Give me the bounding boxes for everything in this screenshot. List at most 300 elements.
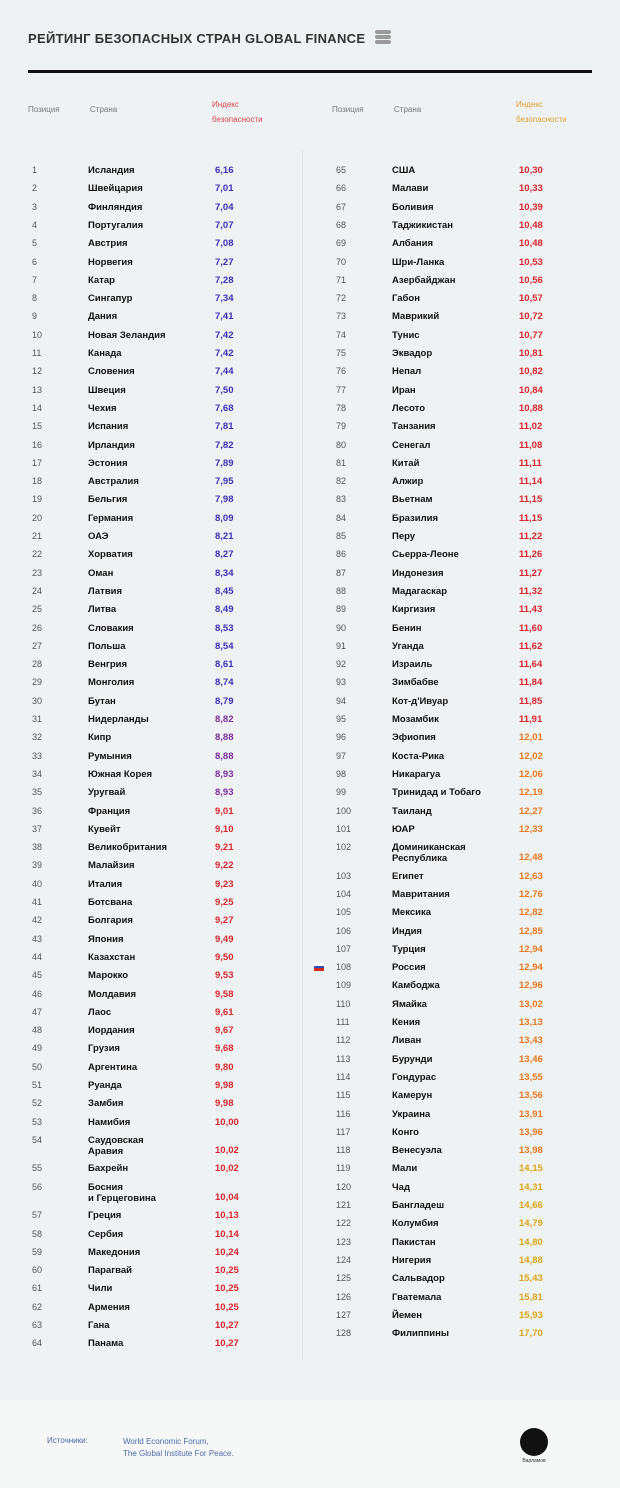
- rank-position: 53: [32, 1116, 43, 1127]
- rank-position: 17: [32, 457, 43, 468]
- index-header: [212, 97, 263, 127]
- safety-index-value: 11,02: [519, 421, 543, 433]
- rank-position: 102: [336, 842, 352, 853]
- safety-index-value: 8,49: [215, 604, 234, 616]
- rank-position: 43: [32, 933, 43, 944]
- rank-position: 52: [32, 1098, 43, 1109]
- country-name: Китай: [392, 457, 420, 469]
- rank-position: 54: [32, 1134, 43, 1145]
- rank-position: 10: [32, 329, 43, 340]
- safety-index-value: 11,15: [519, 512, 543, 524]
- safety-index-value: 10,24: [215, 1246, 239, 1258]
- rank-position: 114: [336, 1071, 351, 1082]
- rank-position: 23: [32, 567, 43, 578]
- rank-position: 12: [32, 366, 43, 377]
- rank-position: 110: [336, 998, 351, 1009]
- country-name: Перу: [392, 531, 416, 542]
- safety-index-value: 6,16: [215, 165, 234, 176]
- rank-position: 21: [32, 531, 43, 541]
- logo-icon: [520, 1428, 548, 1456]
- safety-index-value: 11,85: [519, 695, 543, 707]
- safety-index-value: 13,02: [519, 998, 543, 1010]
- rank-position: 26: [32, 622, 43, 633]
- safety-index-value: 15,81: [519, 1291, 543, 1303]
- country-name: Новая Зеландия: [88, 329, 166, 341]
- country-name: Зимбабве: [392, 677, 439, 689]
- ranking-column-left: [28, 95, 318, 1350]
- country-name: Саудовская Аравия: [88, 1134, 144, 1157]
- safety-index-value: 7,07: [215, 219, 234, 231]
- rank-position: 117: [336, 1126, 351, 1137]
- safety-index-value: 9,50: [215, 951, 234, 963]
- country-name: Йемен: [392, 1309, 423, 1321]
- country-name: Румыния: [88, 750, 132, 762]
- safety-index-value: 10,81: [519, 348, 543, 359]
- safety-index-value: 7,68: [215, 402, 234, 414]
- rank-position: 121: [336, 1200, 352, 1210]
- rank-position: 15: [32, 421, 43, 432]
- safety-index-value: 11,64: [519, 659, 543, 671]
- header: [28, 30, 592, 46]
- country-name: Монголия: [88, 677, 135, 689]
- rank-position: 22: [32, 549, 43, 560]
- rank-position: 62: [32, 1301, 43, 1312]
- country-name: Польша: [88, 640, 126, 652]
- rank-position: 3: [32, 201, 38, 212]
- safety-index-value: 12,01: [519, 732, 543, 744]
- country-name: Сальвадор: [392, 1273, 445, 1285]
- country-name: Замбия: [88, 1098, 124, 1110]
- country-name: Бангладеш: [392, 1200, 445, 1211]
- country-name: Уганда: [392, 640, 424, 652]
- country-name: Вьетнам: [392, 494, 433, 506]
- rank-position: 67: [336, 201, 347, 212]
- country-name: Сенегал: [392, 439, 431, 451]
- rank-position: 99: [336, 787, 347, 798]
- rank-position: 96: [336, 732, 347, 743]
- country-name: Латвия: [88, 585, 123, 597]
- safety-index-value: 7,98: [215, 494, 234, 506]
- safety-index-value: 8,93: [215, 787, 234, 799]
- country-name: Иран: [392, 384, 416, 396]
- country-name: Нигерия: [392, 1254, 432, 1266]
- rank-position: 70: [336, 256, 347, 267]
- country-header: Страна: [90, 105, 118, 114]
- rank-position: 16: [32, 439, 43, 450]
- country-name: Чили: [88, 1283, 113, 1295]
- country-name: Эфиопия: [392, 732, 436, 744]
- rank-position: 30: [32, 695, 43, 706]
- country-name: Греция: [88, 1210, 122, 1222]
- country-name: Камерун: [392, 1090, 433, 1102]
- safety-index-value: 12,82: [519, 907, 543, 919]
- country-name: Коста-Рика: [392, 750, 445, 762]
- source-line-1: World Economic Forum,: [123, 1437, 209, 1446]
- safety-index-value: 10,02: [215, 1144, 239, 1156]
- rank-position: 61: [32, 1283, 43, 1294]
- rank-position: 116: [336, 1108, 351, 1119]
- country-name: Австралия: [88, 476, 139, 488]
- safety-index-value: 15,43: [519, 1273, 543, 1285]
- safety-index-value: 8,09: [215, 512, 234, 524]
- country-name: Гондурас: [392, 1071, 437, 1083]
- logo-caption: Варламов: [522, 1458, 546, 1464]
- safety-index-value: 9,23: [215, 878, 234, 890]
- safety-index-value: 10,04: [215, 1191, 239, 1203]
- country-name: Габон: [392, 293, 420, 305]
- safety-index-value: 9,01: [215, 805, 234, 817]
- country-name: Нидерланды: [88, 714, 149, 725]
- safety-index-value: 12,19: [519, 787, 543, 799]
- country-name: Киргизия: [392, 604, 436, 616]
- column-header: [332, 95, 620, 155]
- safety-index-value: 15,93: [519, 1309, 543, 1321]
- rank-position: 7: [32, 274, 38, 285]
- safety-index-value: 9,49: [215, 933, 234, 945]
- safety-index-value: 8,61: [215, 659, 234, 671]
- rank-position: 48: [32, 1025, 43, 1036]
- rank-position: 57: [32, 1210, 43, 1221]
- ranking-column-right: [332, 95, 620, 1340]
- safety-index-value: 8,53: [215, 622, 234, 634]
- country-name: Сьерра-Леоне: [392, 549, 459, 561]
- safety-index-value: 12,48: [519, 852, 543, 864]
- country-name: Сербия: [88, 1228, 124, 1240]
- index-header-line2: безопасности: [212, 115, 263, 124]
- country-name: Бахрейн: [88, 1163, 129, 1175]
- safety-index-value: 12,94: [519, 943, 543, 955]
- safety-index-value: 11,26: [519, 549, 543, 561]
- rank-position: 73: [336, 311, 347, 322]
- safety-index-value: 13,55: [519, 1071, 543, 1083]
- country-header: Страна: [394, 105, 422, 114]
- safety-index-value: 9,61: [215, 1006, 234, 1018]
- country-name: Эквадор: [392, 348, 433, 359]
- country-name: Грузия: [88, 1043, 120, 1055]
- country-name: Мали: [392, 1163, 418, 1175]
- country-name: Кипр: [88, 732, 112, 744]
- rank-position: 94: [336, 695, 347, 706]
- country-name: Тунис: [392, 329, 420, 341]
- safety-index-value: 11,43: [519, 604, 543, 616]
- country-name: Панама: [88, 1338, 124, 1350]
- country-name: Бурунди: [392, 1053, 433, 1065]
- rank-position: 31: [32, 714, 43, 724]
- country-name: Канада: [88, 348, 122, 359]
- rank-position: 71: [336, 274, 347, 285]
- safety-index-value: 9,98: [215, 1080, 234, 1091]
- country-name: Франция: [88, 805, 131, 817]
- rank-position: 119: [336, 1163, 351, 1174]
- rank-position: 28: [32, 659, 43, 670]
- rank-position: 59: [32, 1246, 43, 1257]
- sources-text: [123, 1436, 234, 1460]
- country-name: Бразилия: [392, 512, 439, 524]
- safety-index-value: 7,42: [215, 329, 234, 341]
- country-name: Мозамбик: [392, 714, 439, 725]
- country-name: Чехия: [88, 402, 117, 414]
- country-name: Литва: [88, 604, 117, 616]
- country-name: Финляндия: [88, 201, 143, 213]
- country-name: Боливия: [392, 201, 434, 213]
- country-name: Уругвай: [88, 787, 126, 799]
- safety-index-value: 10,48: [519, 238, 543, 250]
- rank-position: 72: [336, 293, 347, 304]
- country-name: Кения: [392, 1017, 421, 1028]
- index-header-line1: Индекс: [516, 100, 543, 109]
- country-name: Мавритания: [392, 888, 450, 900]
- safety-index-value: 9,21: [215, 842, 234, 854]
- country-name: Южная Корея: [88, 768, 153, 780]
- rank-position: 49: [32, 1043, 43, 1054]
- safety-index-value: 13,13: [519, 1017, 543, 1028]
- rank-position: 41: [32, 897, 43, 907]
- rank-position: 34: [32, 768, 43, 779]
- country-name: Чад: [392, 1181, 410, 1193]
- column-header: [28, 95, 318, 155]
- country-name: Венгрия: [88, 659, 128, 671]
- safety-index-value: 8,88: [215, 750, 234, 762]
- country-name: Гана: [88, 1320, 110, 1331]
- country-name: Парагвай: [88, 1265, 132, 1277]
- sources-label: Источники:: [47, 1436, 88, 1445]
- rank-position: 35: [32, 787, 43, 798]
- safety-index-value: 12,33: [519, 823, 543, 835]
- rank-position: 68: [336, 219, 347, 230]
- country-name: Никарагуа: [392, 768, 441, 780]
- safety-index-value: 8,34: [215, 567, 234, 579]
- country-name: Македония: [88, 1246, 141, 1258]
- rank-position: 125: [336, 1273, 352, 1284]
- country-name: Ботсвана: [88, 897, 133, 908]
- safety-index-value: 12,94: [519, 962, 543, 974]
- safety-index-value: 14,31: [519, 1181, 543, 1193]
- rank-position: 47: [32, 1006, 43, 1017]
- column-divider: [302, 150, 303, 1360]
- safety-index-value: 12,63: [519, 870, 543, 882]
- safety-index-value: 11,62: [519, 640, 543, 652]
- country-name: Руанда: [88, 1080, 122, 1091]
- country-name: Албания: [392, 238, 434, 250]
- index-header-line1: Индекс: [212, 100, 239, 109]
- safety-index-value: 12,76: [519, 888, 543, 900]
- rank-position: 112: [336, 1035, 351, 1046]
- country-name: Лаос: [88, 1006, 112, 1018]
- rank-position: 91: [336, 640, 347, 651]
- country-name: США: [392, 165, 416, 176]
- safety-index-value: 7,44: [215, 366, 234, 378]
- country-name: Алжир: [392, 476, 424, 488]
- country-name: Турция: [392, 943, 426, 955]
- rank-position: 66: [336, 183, 347, 194]
- country-name: Бенин: [392, 622, 422, 634]
- country-name: Индонезия: [392, 567, 444, 579]
- rank-position: 122: [336, 1218, 352, 1229]
- source-line-2: The Global Institute For Peace.: [123, 1449, 234, 1458]
- rank-position: 90: [336, 622, 347, 633]
- rank-position: 33: [32, 750, 43, 761]
- rank-position: 85: [336, 531, 347, 541]
- safety-index-value: 10,00: [215, 1116, 239, 1128]
- footer: [0, 1400, 620, 1488]
- safety-index-value: 8,21: [215, 531, 234, 542]
- rank-position: 65: [336, 165, 347, 175]
- safety-index-value: 14,88: [519, 1254, 543, 1266]
- rank-position: 64: [32, 1338, 43, 1349]
- safety-index-value: 10,13: [215, 1210, 239, 1222]
- safety-index-value: 10,25: [215, 1301, 239, 1313]
- safety-index-value: 8,45: [215, 585, 234, 597]
- safety-index-value: 12,96: [519, 980, 543, 992]
- safety-index-value: 7,08: [215, 238, 234, 250]
- safety-index-value: 8,88: [215, 732, 234, 744]
- rank-position: 2: [32, 183, 38, 194]
- safety-index-value: 7,50: [215, 384, 234, 396]
- rank-position: 42: [32, 915, 43, 926]
- rank-position: 56: [32, 1181, 43, 1192]
- country-name: Бельгия: [88, 494, 128, 506]
- rank-position: 120: [336, 1181, 352, 1192]
- safety-index-value: 10,56: [519, 274, 543, 286]
- country-name: Камбоджа: [392, 980, 440, 992]
- safety-index-value: 14,80: [519, 1236, 543, 1248]
- safety-index-value: 11,91: [519, 714, 543, 725]
- safety-index-value: 11,84: [519, 677, 543, 689]
- rank-position: 38: [32, 842, 43, 853]
- rank-position: 29: [32, 677, 43, 688]
- rank-position: 46: [32, 988, 43, 999]
- safety-index-value: 9,58: [215, 988, 234, 1000]
- rank-position: 86: [336, 549, 347, 560]
- country-name: Конго: [392, 1126, 419, 1138]
- safety-index-value: 10,14: [215, 1228, 239, 1240]
- safety-index-value: 7,04: [215, 201, 234, 213]
- country-name: Ирландия: [88, 439, 135, 451]
- country-name: Молдавия: [88, 988, 137, 1000]
- rank-position: 1: [32, 165, 38, 175]
- rank-position: 93: [336, 677, 347, 688]
- safety-index-value: 10,84: [519, 384, 543, 396]
- safety-index-value: 7,28: [215, 274, 234, 286]
- rank-position: 104: [336, 888, 352, 899]
- rank-position: 111: [336, 1017, 350, 1027]
- rank-position: 13: [32, 384, 43, 395]
- country-name: Гватемала: [392, 1291, 442, 1303]
- country-name: Исландия: [88, 165, 135, 176]
- safety-index-value: 9,98: [215, 1098, 234, 1110]
- country-name: Сингапур: [88, 293, 133, 305]
- rank-position: 126: [336, 1291, 352, 1302]
- position-header: Позиция: [332, 105, 364, 114]
- country-name: Словакия: [88, 622, 134, 634]
- rank-position: 81: [336, 457, 347, 468]
- country-name: Оман: [88, 567, 114, 579]
- rank-position: 36: [32, 805, 43, 816]
- country-name: Япония: [88, 933, 124, 945]
- rank-position: 55: [32, 1163, 43, 1174]
- country-name: Израиль: [392, 659, 433, 671]
- safety-index-value: 7,42: [215, 348, 234, 359]
- country-name: Иордания: [88, 1025, 135, 1037]
- safety-index-value: 11,60: [519, 622, 543, 634]
- country-name: Мадагаскар: [392, 585, 447, 597]
- country-name: Германия: [88, 512, 134, 524]
- country-name: Азербайджан: [392, 274, 456, 286]
- rank-position: 106: [336, 925, 352, 936]
- rank-position: 101: [336, 823, 352, 834]
- safety-index-value: 7,41: [215, 311, 234, 323]
- rank-position: 11: [32, 348, 42, 358]
- rank-position: 37: [32, 823, 43, 834]
- safety-index-value: 10,25: [215, 1265, 239, 1277]
- safety-index-value: 7,89: [215, 457, 234, 469]
- rank-position: 84: [336, 512, 347, 523]
- rank-position: 60: [32, 1265, 43, 1276]
- safety-index-value: 9,67: [215, 1025, 234, 1037]
- rank-position: 78: [336, 402, 347, 413]
- safety-index-value: 9,53: [215, 970, 234, 982]
- rank-position: 44: [32, 951, 43, 962]
- page-title: [28, 30, 592, 46]
- rank-position: 40: [32, 878, 43, 889]
- safety-index-value: 10,39: [519, 201, 543, 213]
- rank-position: 77: [336, 384, 347, 395]
- coins-icon: [375, 30, 391, 46]
- logo: [518, 1428, 550, 1464]
- rank-position: 51: [32, 1080, 43, 1090]
- country-name: Венесуэла: [392, 1145, 442, 1157]
- rank-position: 4: [32, 219, 38, 230]
- rank-position: 118: [336, 1145, 351, 1156]
- country-name: Таиланд: [392, 805, 432, 817]
- country-name: Норвегия: [88, 256, 133, 268]
- rank-position: 50: [32, 1061, 43, 1072]
- safety-index-value: 10,33: [519, 183, 543, 195]
- title-text: РЕЙТИНГ БЕЗОПАСНЫХ СТРАН GLOBAL FINANCE: [28, 30, 366, 46]
- safety-index-value: 13,96: [519, 1126, 543, 1138]
- rank-position: 19: [32, 494, 43, 505]
- rank-position: 123: [336, 1236, 352, 1247]
- safety-index-value: 10,30: [519, 165, 543, 176]
- country-name: Испания: [88, 421, 129, 433]
- rank-position: 39: [32, 860, 43, 871]
- position-header: Позиция: [28, 105, 60, 114]
- country-name: Украина: [392, 1108, 431, 1120]
- safety-index-value: 7,27: [215, 256, 234, 268]
- country-name: Катар: [88, 274, 115, 286]
- rank-position: 83: [336, 494, 347, 505]
- country-name: Доминиканская Республика: [392, 842, 466, 865]
- safety-index-value: 7,82: [215, 439, 234, 451]
- safety-index-value: 13,46: [519, 1053, 543, 1065]
- country-name: Словения: [88, 366, 135, 378]
- safety-index-value: 14,15: [519, 1163, 543, 1175]
- country-name: Армения: [88, 1301, 130, 1313]
- safety-index-value: 10,72: [519, 311, 543, 323]
- rank-position: 5: [32, 238, 38, 249]
- safety-index-value: 9,10: [215, 823, 234, 835]
- safety-index-value: 8,82: [215, 714, 234, 725]
- rank-position: 87: [336, 567, 347, 578]
- safety-index-value: 9,25: [215, 897, 234, 908]
- country-name: ОАЭ: [88, 531, 109, 542]
- safety-index-value: 14,79: [519, 1218, 543, 1230]
- rank-position: 14: [32, 402, 43, 413]
- safety-index-value: 12,02: [519, 750, 543, 762]
- safety-index-value: 8,27: [215, 549, 234, 561]
- country-name: ЮАР: [392, 823, 415, 835]
- country-name: Кувейт: [88, 823, 121, 835]
